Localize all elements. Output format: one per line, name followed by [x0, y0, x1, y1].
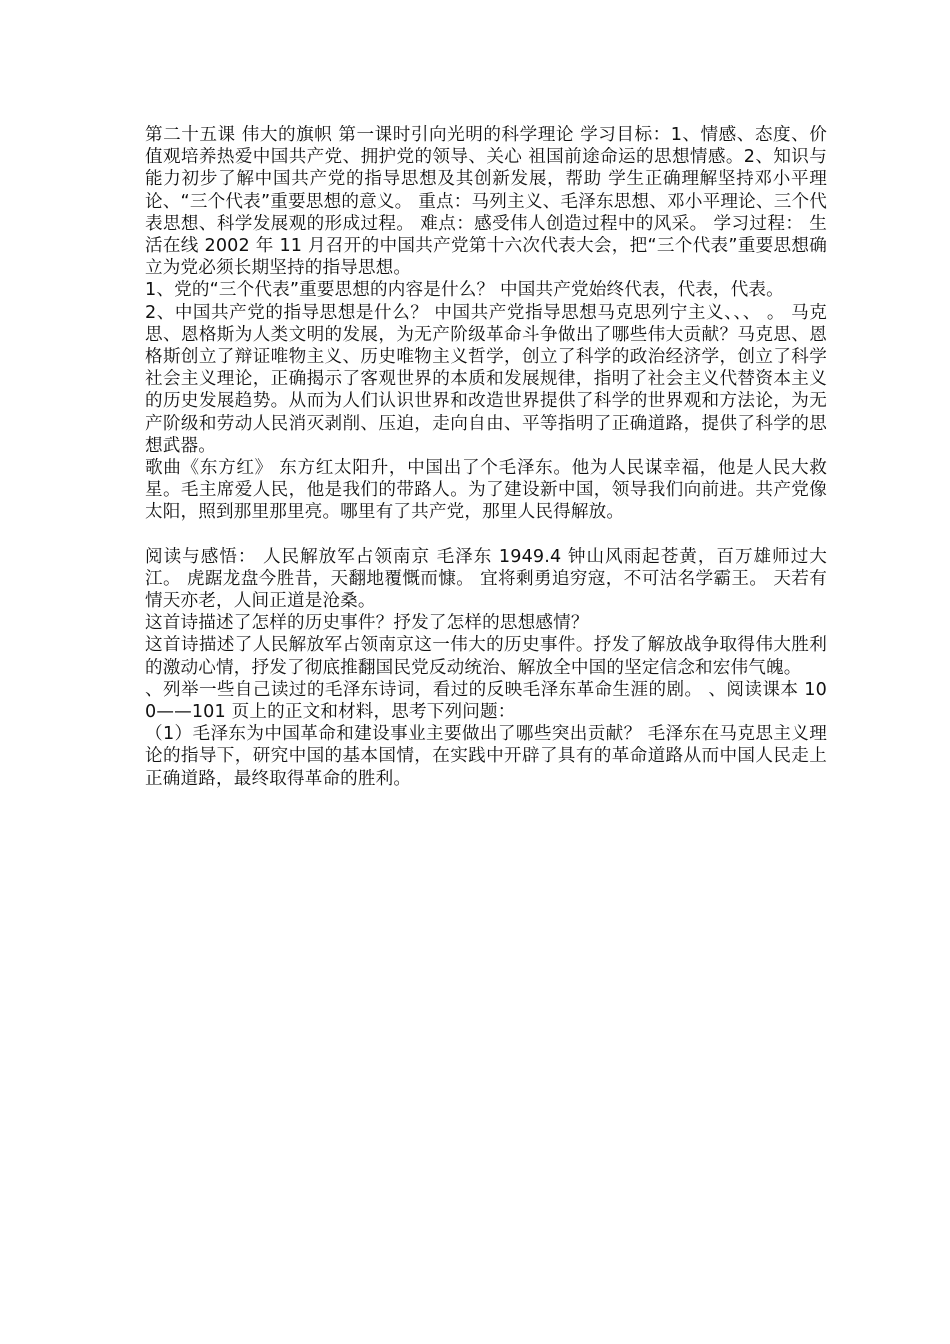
question-2-paragraph: 2、中国共产党的指导思想是什么？ 中国共产党指导思想马克思列宁主义、、、 。 马克思、恩格斯为人类文明的发展，为无产阶级革命斗争做出了哪些伟大贡献？马克思、恩格斯创立了辩证唯物主义、历史唯物主义哲学，创立了科学的政治经济学，创立了科学社会主义理论，正确揭示了客观世界的本质和发展规律，指明了社会主义代替资本主义的历史发展趋势。从而为人们认识世界和改造世界提供了科学的世界观和方法论，为无产阶级和劳动人民消灭剥削、压迫，走向自由、平等指明了正确道路，提供了科学的思想武器。	[145, 302, 827, 456]
song-paragraph: 歌曲《东方红》 东方红太阳升，中国出了个毛泽东。他为人民谋幸福，他是人民大救星。毛主席爱人民，他是我们的带路人。为了建设新中国，领导我们向前进。共产党像太阳，照到那里那里亮。哪里有了共产党，那里人民得解放。	[145, 458, 827, 523]
reading-poem-paragraph: 阅读与感悟： 人民解放军占领南京 毛泽东 1949.4 钟山风雨起苍黄，百万雄师过大江。 虎踞龙盘今胜昔，天翻地覆慨而慷。 宜将剩勇追穷寇，不可沽名学霸王。 天若有情天亦老，人间正道是沧桑。	[145, 546, 827, 612]
document-body	[145, 124, 827, 790]
poem-answer-paragraph: 这首诗描述了人民解放军占领南京这一伟大的历史事件。抒发了解放战争取得伟大胜利的激动心情，抒发了彻底推翻国民党反动统治、解放全中国的坚定信念和宏伟气魄。	[145, 635, 827, 678]
question-1-paragraph: 1、党的“三个代表”重要思想的内容是什么？ 中国共产党始终代表，代表，代表。	[145, 280, 784, 301]
activity-paragraph: 、列举一些自己读过的毛泽东诗词，看过的反映毛泽东革命生涯的剧。 、阅读课本 100——101 页上的正文和材料，思考下列问题：	[145, 679, 827, 723]
poem-question-paragraph: 这首诗描述了怎样的历史事件？抒发了怎样的思想感情？	[145, 613, 589, 634]
intro-paragraph: 第二十五课 伟大的旗帜 第一课时引向光明的科学理论 学习目标：1、情感、态度、价值观培养热爱中国共产党、拥护党的领导、关心 祖国前途命运的思想情感。2、知识与能力初步了解中国共产党的指导思想及其创新发展，帮助 学生正确理解坚持邓小平理论、“三个代表”重要思想的意义。 重点：马列主义、毛泽东思想、邓小平理论、三个代表思想、科学发展观的形成过程。 难点：感受伟人创造过程中的风采。 学习过程： 生活在线 2002 年 11 月召开的中国共产党第十六次代表大会，把“三个代表”重要思想确立为党必须长期坚持的指导思想。	[145, 125, 827, 279]
contribution-paragraph: （1）毛泽东为中国革命和建设事业主要做出了哪些突出贡献？ 毛泽东在马克思主义理论的指导下，研究中国的基本国情，在实践中开辟了具有的革命道路从而中国人民走上正确道路，最终取得革命的胜利。	[145, 724, 827, 789]
